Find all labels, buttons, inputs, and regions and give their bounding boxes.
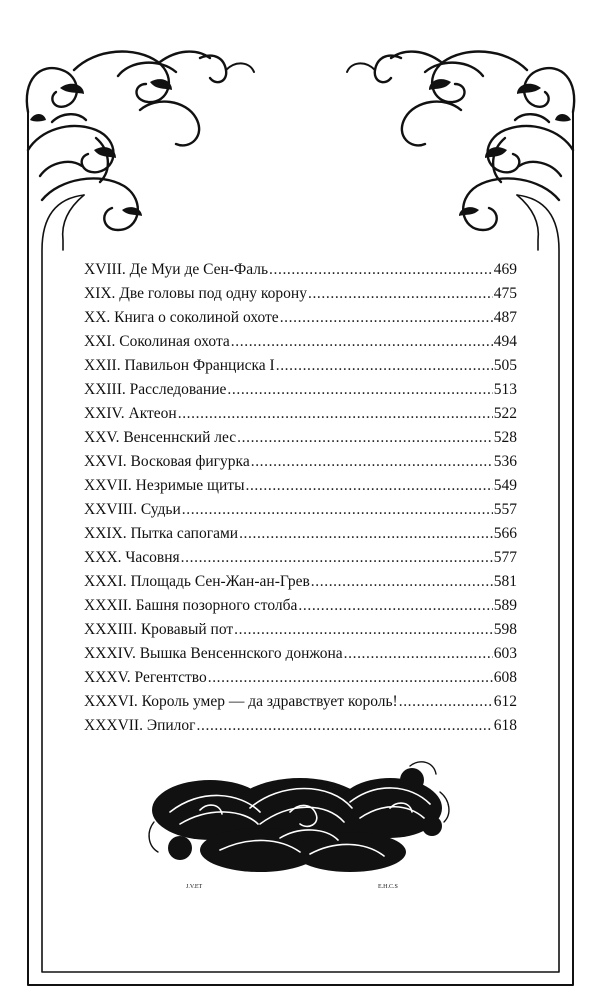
toc-entry-page: 549 (493, 477, 517, 494)
corner-ornament-left (27, 52, 226, 230)
floral-vignette (140, 752, 460, 892)
toc-entry (84, 285, 517, 309)
toc-entry (84, 597, 517, 621)
toc-entry (84, 333, 517, 357)
toc-leader-dots (308, 285, 493, 303)
corner-ornament-right (375, 52, 574, 230)
toc-entry-title: XXVII. Незримые щиты (84, 477, 245, 494)
toc-entry-title: XXXII. Башня позорного столба (84, 597, 298, 614)
toc-entry-page: 618 (493, 717, 517, 734)
toc-entry (84, 261, 517, 285)
toc-entry (84, 429, 517, 453)
toc-entry-page: 598 (493, 621, 517, 638)
toc-entry-title: XXVI. Восковая фигурка (84, 453, 250, 470)
vignette-signature-right: E.H.C.S (378, 884, 398, 890)
toc-entry (84, 309, 517, 333)
toc-entry-page: 536 (493, 453, 517, 470)
toc-entry-title: XVIII. Де Муи де Сен-Фаль (84, 261, 269, 278)
toc-entry (84, 501, 517, 525)
toc-entry-page: 566 (493, 525, 517, 542)
toc-leader-dots (344, 645, 493, 663)
vignette-signature-left: J.V.ET (186, 884, 203, 890)
toc-leader-dots (280, 309, 493, 327)
toc-entry-page: 608 (493, 669, 517, 686)
toc-entry-page: 528 (493, 429, 517, 446)
toc-entry-title: XXXV. Регентство (84, 669, 207, 686)
toc-entry-page: 469 (493, 261, 517, 278)
top-center-ornament (226, 63, 375, 72)
toc-entry (84, 573, 517, 597)
toc-entry-page: 522 (493, 405, 517, 422)
toc-leader-dots (276, 357, 493, 375)
toc-entry (84, 381, 517, 405)
toc-entry-page: 475 (493, 285, 517, 302)
toc-entry-page: 505 (493, 357, 517, 374)
toc-entry-page: 577 (493, 549, 517, 566)
toc-entry-title: XXXVII. Эпилог (84, 717, 196, 734)
toc-entry (84, 645, 517, 669)
toc-entry-title: XXI. Соколиная охота (84, 333, 230, 350)
toc-leader-dots (298, 597, 492, 615)
toc-entry-title: XXXIV. Вышка Венсеннского донжона (84, 645, 343, 662)
toc-entry (84, 525, 517, 549)
toc-leader-dots (181, 549, 493, 567)
toc-leader-dots (197, 717, 493, 735)
toc-entry-title: XXX. Часовня (84, 549, 180, 566)
toc-entry-page: 513 (493, 381, 517, 398)
toc-leader-dots (245, 477, 492, 495)
toc-entry-title: XX. Книга о соколиной охоте (84, 309, 279, 326)
toc-entry (84, 549, 517, 573)
toc-leader-dots (231, 333, 493, 351)
toc-entry (84, 357, 517, 381)
toc-entry (84, 693, 517, 717)
toc-entry-page: 494 (493, 333, 517, 350)
toc-entry-title: XXXIII. Кровавый пот (84, 621, 234, 638)
toc-leader-dots (269, 261, 493, 279)
toc-entry-title: XXIX. Пытка сапогами (84, 525, 239, 542)
toc-leader-dots (227, 381, 492, 399)
toc-entry (84, 453, 517, 477)
toc-entry-page: 487 (493, 309, 517, 326)
toc-entry-title: XXXVI. Король умер — да здравствует король! (84, 693, 398, 710)
toc-entry (84, 669, 517, 693)
toc-leader-dots (399, 693, 493, 711)
toc-entry-page: 581 (493, 573, 517, 590)
toc-entry (84, 621, 517, 645)
toc-entry-title: XIX. Две головы под одну корону (84, 285, 307, 302)
toc-entry-title: XXIII. Расследование (84, 381, 227, 398)
toc-leader-dots (208, 669, 493, 687)
toc-entry-title: XXVIII. Судьи (84, 501, 181, 518)
toc-entry-page: 603 (493, 645, 517, 662)
toc-entry-title: XXII. Павильон Франциска I (84, 357, 275, 374)
toc-entry-title: XXV. Венсеннский лес (84, 429, 237, 446)
toc-leader-dots (178, 405, 493, 423)
toc-entry-page: 557 (493, 501, 517, 518)
toc-leader-dots (234, 621, 493, 639)
toc-entry-title: XXIV. Актеон (84, 405, 177, 422)
toc-entry-page: 612 (493, 693, 517, 710)
toc-entry (84, 477, 517, 501)
toc-leader-dots (182, 501, 493, 519)
toc-leader-dots (239, 525, 493, 543)
toc-leader-dots (251, 453, 493, 471)
toc-leader-dots (311, 573, 493, 591)
table-of-contents (84, 261, 517, 741)
toc-entry (84, 717, 517, 741)
toc-entry-title: XXXI. Площадь Сен-Жан-ан-Грев (84, 573, 310, 590)
toc-leader-dots (237, 429, 493, 447)
toc-entry-page: 589 (493, 597, 517, 614)
toc-entry (84, 405, 517, 429)
